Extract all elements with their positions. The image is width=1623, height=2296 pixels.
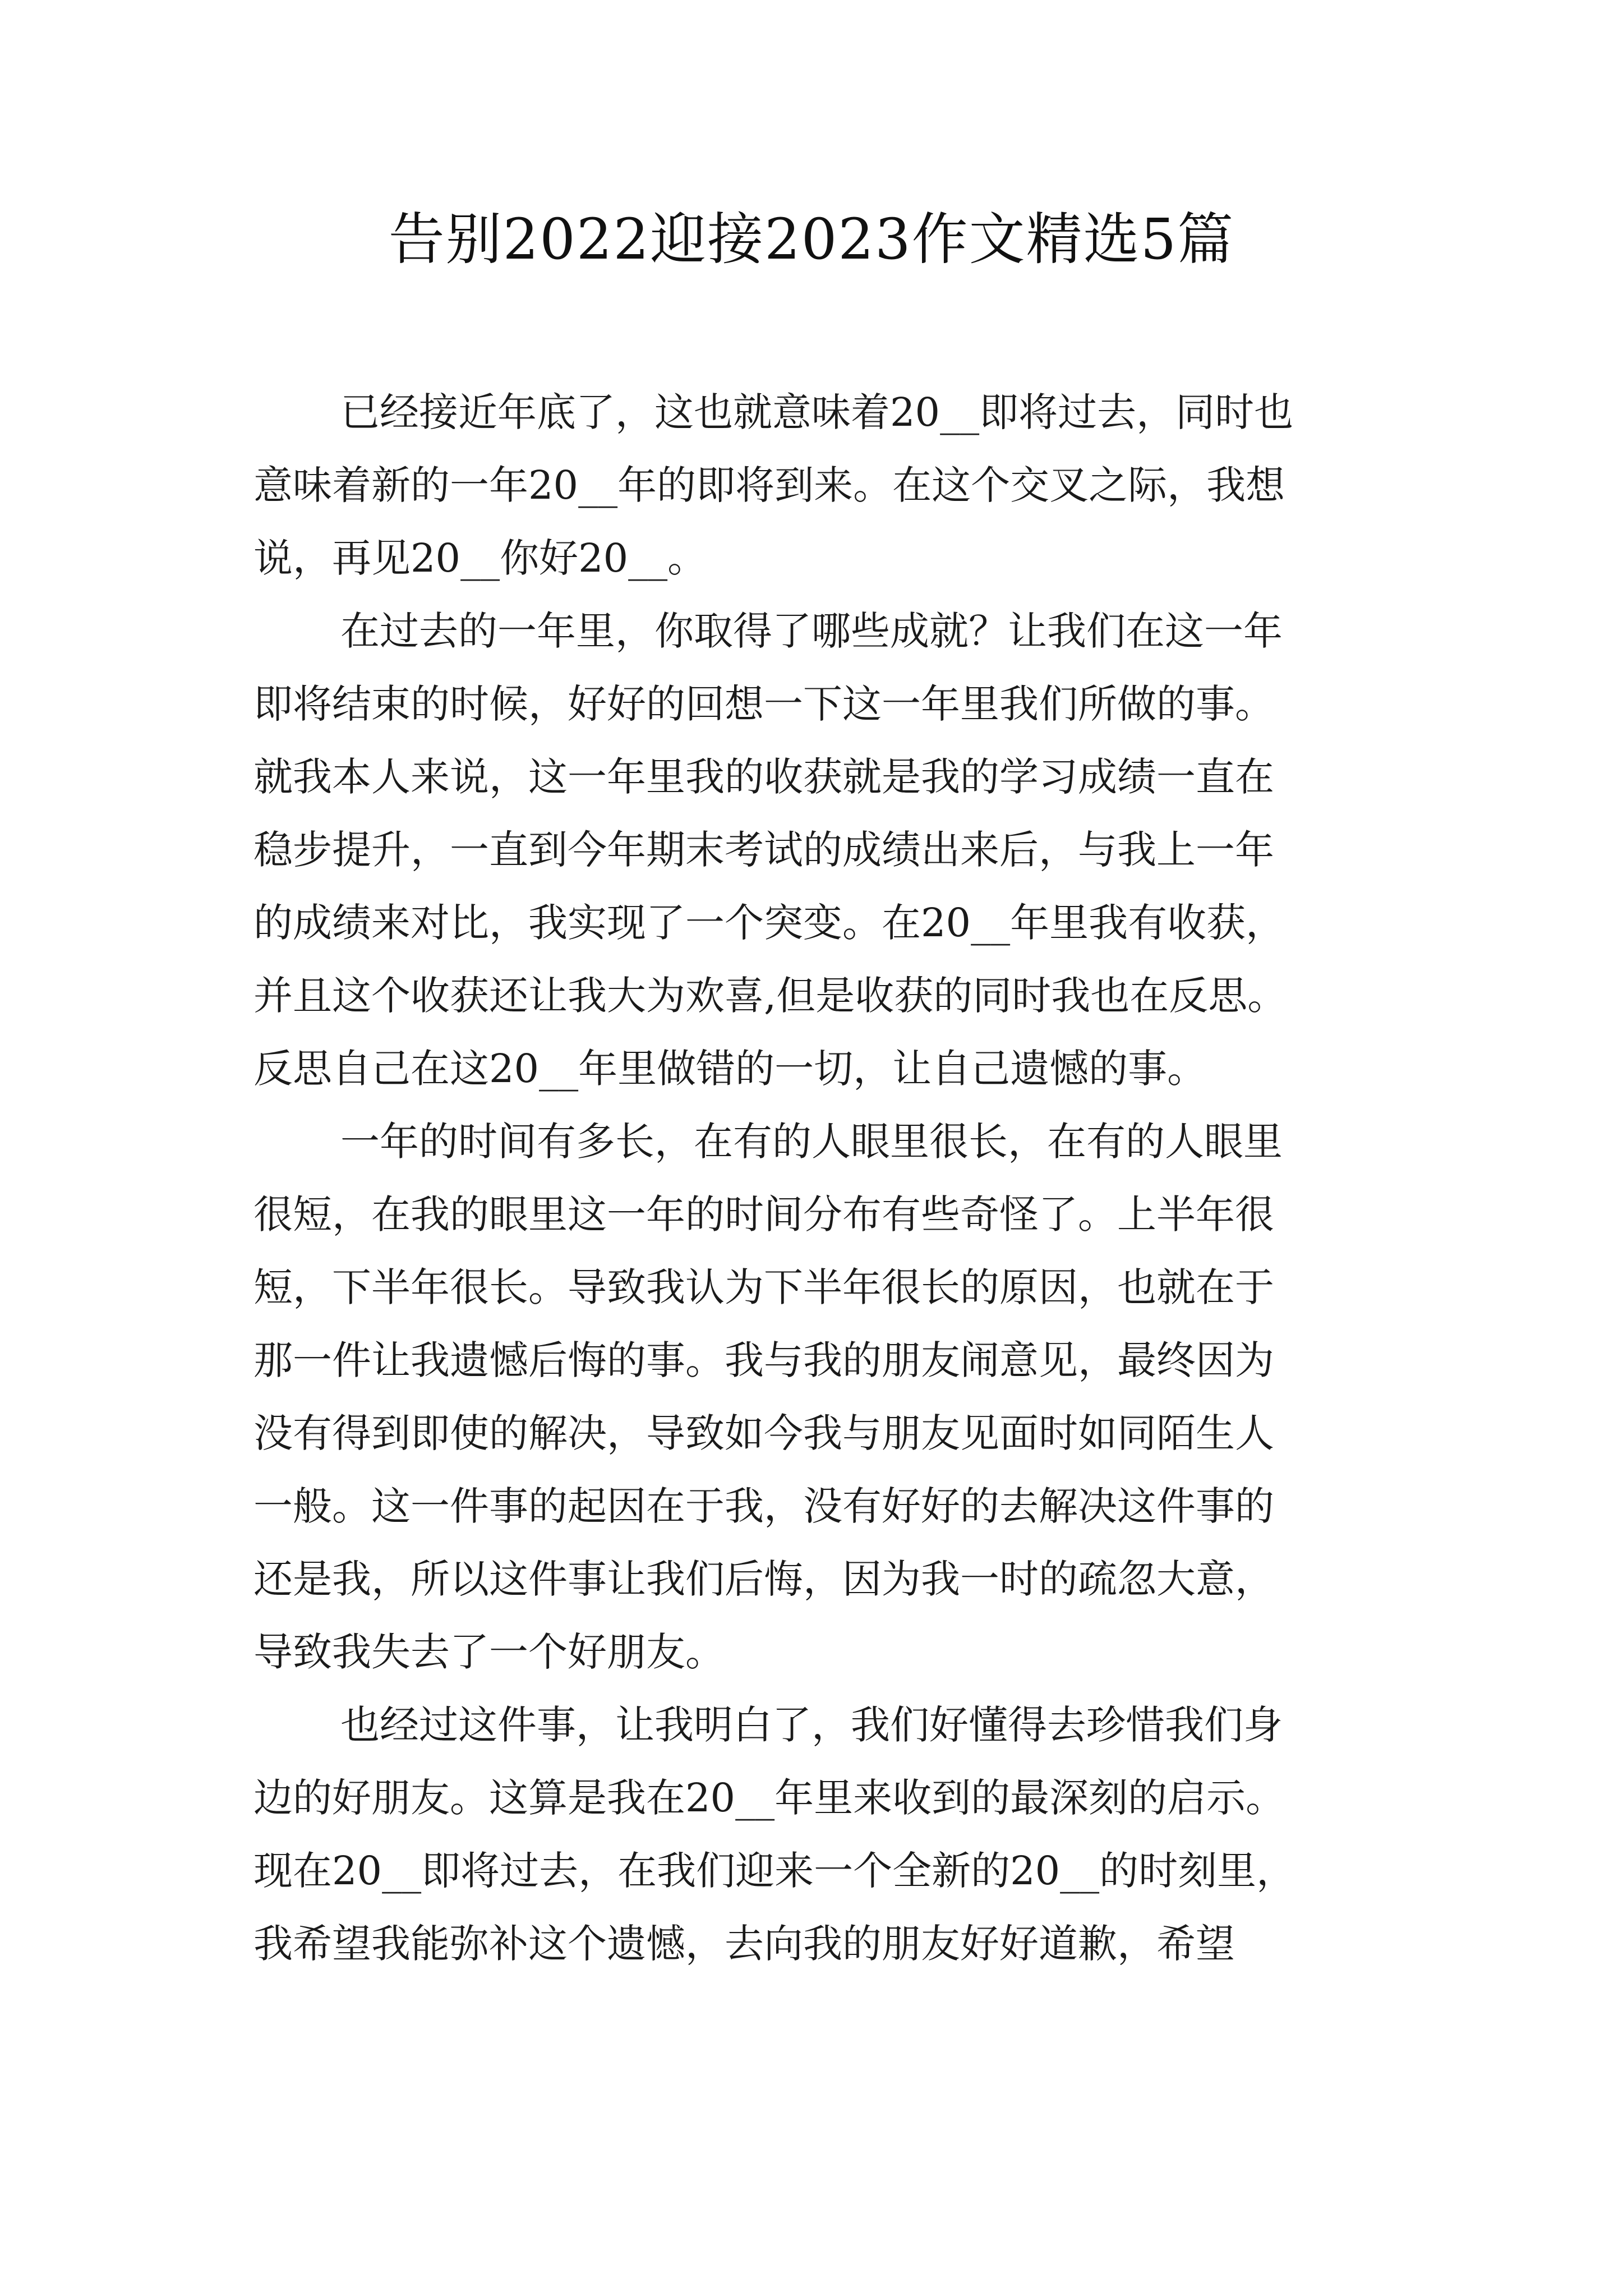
paragraph-line: 说，再见20__你好20__。 (253, 535, 707, 581)
paragraph-line: 即将结束的时候，好好的回想一下这一年里我们所做的事。 (253, 681, 1274, 727)
paragraph-line: 一年的时间有多长，在有的人眼里很长，在有的人眼里 (340, 1119, 1283, 1165)
paragraph-1 (253, 376, 1403, 595)
paragraph-line: 边的好朋友。这算是我在20__年里来收到的最深刻的启示。 (253, 1775, 1285, 1821)
paragraph-line: 在过去的一年里，你取得了哪些成就？让我们在这一年 (340, 608, 1283, 654)
paragraph-line: 导致我失去了一个好朋友。 (253, 1629, 725, 1675)
paragraph-line: 意味着新的一年20__年的即将到来。在这个交叉之际，我想 (253, 462, 1285, 508)
paragraph-3 (253, 1105, 1403, 1688)
paragraph-line: 稳步提升，一直到今年期末考试的成绩出来后，与我上一年 (253, 827, 1274, 873)
paragraph-line: 就我本人来说，这一年里我的收获就是我的学习成绩一直在 (253, 754, 1274, 800)
paragraph-2 (253, 595, 1403, 1105)
paragraph-line: 也经过这件事，让我明白了，我们好懂得去珍惜我们身 (340, 1702, 1283, 1748)
paragraph-line: 现在20__即将过去，在我们迎来一个全新的20__的时刻里， (253, 1848, 1296, 1894)
paragraph-line: 一般。这一件事的起因在于我，没有好好的去解决这件事的 (253, 1483, 1274, 1529)
paragraph-line: 我希望我能弥补这个遗憾，去向我的朋友好好道歉，希望 (253, 1921, 1235, 1967)
paragraph-line: 那一件让我遗憾后悔的事。我与我的朋友闹意见，最终因为 (253, 1337, 1274, 1383)
paragraph-line: 很短，在我的眼里这一年的时间分布有些奇怪了。上半年很 (253, 1191, 1274, 1237)
paragraph-line: 反思自己在这20__年里做错的一切，让自己遗憾的事。 (253, 1046, 1207, 1092)
paragraph-line: 短，下半年很长。导致我认为下半年很长的原因，也就在于 (253, 1264, 1274, 1310)
paragraph-line: 并且这个收获还让我大为欢喜,但是收获的同时我也在反思。 (253, 973, 1287, 1019)
paragraph-4 (253, 1688, 1403, 1980)
document-title: 告别2022迎接2023作文精选5篇 (388, 206, 1235, 272)
paragraph-line: 已经接近年底了，这也就意味着20__即将过去，同时也 (340, 389, 1294, 435)
paragraph-line: 还是我，所以这件事让我们后悔，因为我一时的疏忽大意， (253, 1556, 1274, 1602)
paragraph-line: 的成绩来对比，我实现了一个突变。在20__年里我有收获， (253, 900, 1285, 946)
paragraph-line: 没有得到即使的解决，导致如今我与朋友见面时如同陌生人 (253, 1410, 1274, 1456)
